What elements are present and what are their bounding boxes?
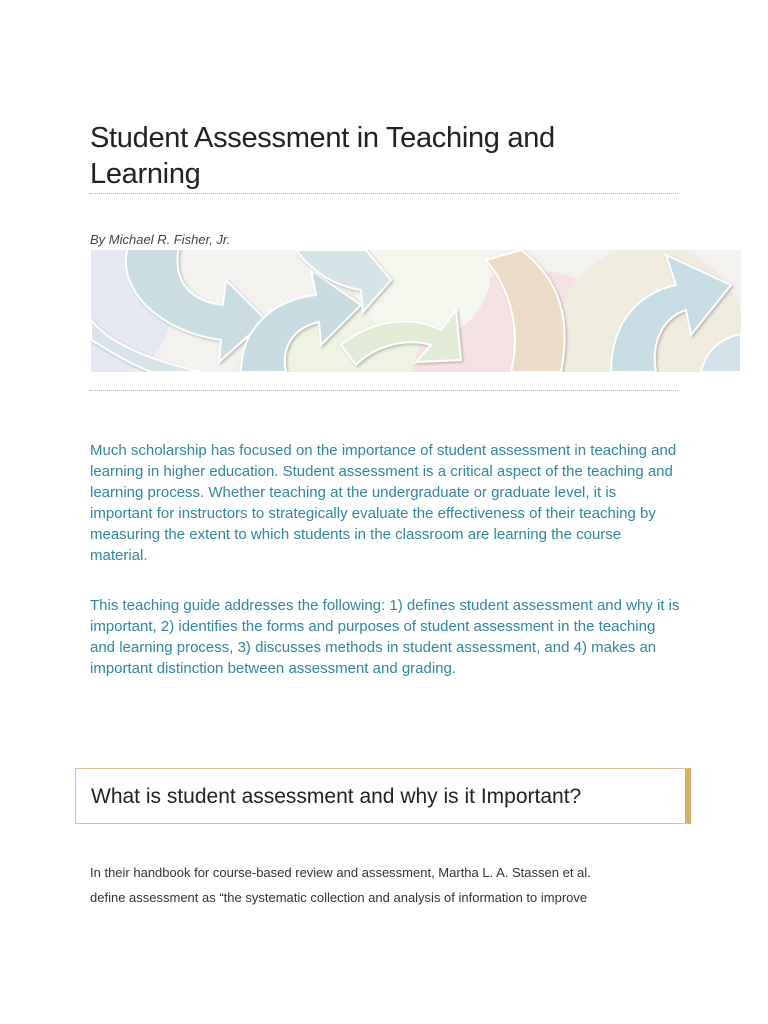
intro-paragraph-2: This teaching guide addresses the following: 1) defines student assessment and why it is important, 2) identifies the forms and purposes of student assessment in the teaching and learning process, 3) discusses methods in student assessment, and 4) makes an important distinction between assessment and grading. bbox=[90, 597, 680, 677]
section-heading: What is student assessment and why is it Important? bbox=[91, 785, 582, 808]
section-heading-box bbox=[75, 768, 691, 824]
body-text-line: In their handbook for course-based review and assessment, Martha L. A. Stassen et al. bbox=[90, 865, 591, 880]
body-text-line: define assessment as “the systematic collection and analysis of information to improve bbox=[90, 890, 588, 905]
author-byline: By Michael R. Fisher, Jr. bbox=[90, 232, 231, 247]
hero-divider bbox=[90, 390, 678, 391]
page-title: Student Assessment in Teaching and Learning bbox=[90, 122, 555, 190]
hero-image-circular-arrows bbox=[91, 250, 741, 372]
title-divider bbox=[90, 193, 678, 194]
intro-paragraph-1: Much scholarship has focused on the importance of student assessment in teaching and learning in higher education. Student assessment is a critical aspect of the teaching and learning process. Whether teaching at the undergraduate or graduate level, it is important for instructors to strategically evaluate the effectiveness of their teaching by measuring the extent to which students in the classroom are learning the course material. bbox=[90, 442, 677, 564]
